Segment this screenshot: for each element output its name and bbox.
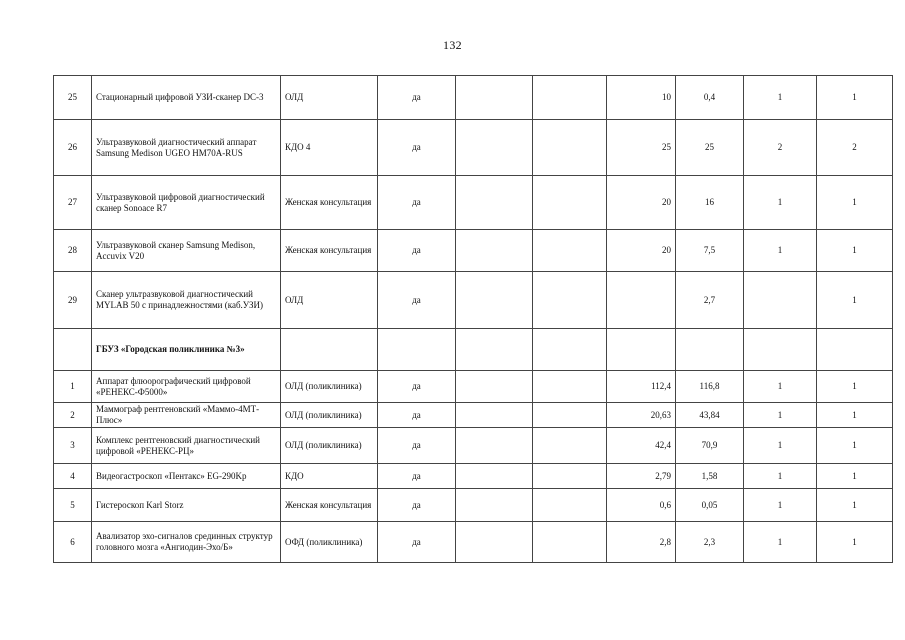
availability: да [378, 176, 456, 230]
row-number: 29 [54, 272, 92, 329]
equipment-name: Маммограф рентгеновский «Маммо-4МТ-Плюс» [92, 403, 281, 428]
value-4: 1 [817, 272, 893, 329]
empty-cell [533, 489, 607, 522]
table-body-lower [54, 371, 893, 563]
table-row [54, 403, 893, 428]
section-empty-cell [676, 329, 744, 371]
value-3: 1 [744, 464, 817, 489]
value-2: 25 [676, 120, 744, 176]
empty-cell [456, 120, 533, 176]
value-2: 7,5 [676, 230, 744, 272]
row-number: 3 [54, 428, 92, 464]
equipment-name: Ультразвуковой диагностический аппарат Samsung Medison UGEO HM70A-RUS [92, 120, 281, 176]
empty-cell [533, 464, 607, 489]
value-4: 2 [817, 120, 893, 176]
value-1: 42,4 [607, 428, 676, 464]
row-number: 2 [54, 403, 92, 428]
table-row [54, 272, 893, 329]
section-header [54, 329, 893, 371]
value-3: 1 [744, 428, 817, 464]
table-row [54, 120, 893, 176]
department: Женская консультация [281, 176, 378, 230]
empty-cell [456, 428, 533, 464]
empty-cell [533, 230, 607, 272]
availability: да [378, 230, 456, 272]
row-number: 4 [54, 464, 92, 489]
value-4: 1 [817, 428, 893, 464]
section-empty-cell [817, 329, 893, 371]
equipment-name: Видеогастроскоп «Пентакс» EG-290Kp [92, 464, 281, 489]
equipment-name: Гистероскоп Karl Storz [92, 489, 281, 522]
equipment-name: Авализатор эхо-сигналов срединных структур головного мозга «Ангиодин-Эхо/Б» [92, 522, 281, 563]
empty-cell [456, 403, 533, 428]
row-number: 5 [54, 489, 92, 522]
availability: да [378, 489, 456, 522]
page-number: 132 [443, 38, 462, 52]
row-number: 28 [54, 230, 92, 272]
empty-cell [533, 76, 607, 120]
equipment-table [53, 75, 893, 563]
value-3: 1 [744, 176, 817, 230]
empty-cell [533, 272, 607, 329]
value-1: 20,63 [607, 403, 676, 428]
empty-cell [456, 230, 533, 272]
value-3: 1 [744, 489, 817, 522]
value-2: 43,84 [676, 403, 744, 428]
availability: да [378, 403, 456, 428]
section-empty-cell [533, 329, 607, 371]
value-2: 0,4 [676, 76, 744, 120]
table-row [54, 176, 893, 230]
value-3: 1 [744, 230, 817, 272]
value-2: 1,58 [676, 464, 744, 489]
row-number: 6 [54, 522, 92, 563]
value-1 [607, 272, 676, 329]
value-2: 2,7 [676, 272, 744, 329]
value-4: 1 [817, 176, 893, 230]
table-body-upper [54, 76, 893, 329]
section-num-cell [54, 329, 92, 371]
table-row [54, 464, 893, 489]
empty-cell [456, 272, 533, 329]
equipment-name: Стационарный цифровой УЗИ-сканер DC-3 [92, 76, 281, 120]
row-number: 26 [54, 120, 92, 176]
value-2: 0,05 [676, 489, 744, 522]
section-empty-cell [378, 329, 456, 371]
value-3: 1 [744, 371, 817, 403]
availability: да [378, 522, 456, 563]
department: Женская консультация [281, 230, 378, 272]
value-1: 25 [607, 120, 676, 176]
equipment-name: Ультразвуковой цифровой диагностический сканер Sonoace R7 [92, 176, 281, 230]
row-number: 1 [54, 371, 92, 403]
value-1: 112,4 [607, 371, 676, 403]
table-row [54, 371, 893, 403]
value-1: 20 [607, 230, 676, 272]
row-number: 27 [54, 176, 92, 230]
department: ОЛД [281, 272, 378, 329]
availability: да [378, 371, 456, 403]
table-row [54, 76, 893, 120]
section-empty-cell [281, 329, 378, 371]
value-1: 2,8 [607, 522, 676, 563]
equipment-name: Комплекс рентгеновский диагностический цифровой «РЕНЕКС-РЦ» [92, 428, 281, 464]
empty-cell [456, 371, 533, 403]
empty-cell [456, 489, 533, 522]
availability: да [378, 272, 456, 329]
value-4: 1 [817, 371, 893, 403]
empty-cell [533, 403, 607, 428]
department: ОЛД (поликлиника) [281, 428, 378, 464]
equipment-name: Аппарат флюорографический цифровой «РЕНЕКС-Ф5000» [92, 371, 281, 403]
department: ОЛД (поликлиника) [281, 403, 378, 428]
empty-cell [456, 176, 533, 230]
empty-cell [533, 176, 607, 230]
row-number: 25 [54, 76, 92, 120]
section-empty-cell [456, 329, 533, 371]
empty-cell [533, 371, 607, 403]
equipment-name: Ультразвуковой сканер Samsung Medison, Accuvix V20 [92, 230, 281, 272]
value-4: 1 [817, 464, 893, 489]
department: Женская консультация [281, 489, 378, 522]
section-empty-cell [744, 329, 817, 371]
value-3: 1 [744, 522, 817, 563]
department: ОФД (поликлиника) [281, 522, 378, 563]
value-3 [744, 272, 817, 329]
department: КДО 4 [281, 120, 378, 176]
value-4: 1 [817, 76, 893, 120]
table-row [54, 428, 893, 464]
empty-cell [456, 522, 533, 563]
section-title: ГБУЗ «Городская поликлиника №3» [92, 329, 281, 371]
value-1: 20 [607, 176, 676, 230]
equipment-name: Сканер ультразвуковой диагностический MYLAB 50 с принадлежностями (каб.УЗИ) [92, 272, 281, 329]
value-2: 70,9 [676, 428, 744, 464]
value-1: 0,6 [607, 489, 676, 522]
availability: да [378, 428, 456, 464]
value-2: 16 [676, 176, 744, 230]
value-4: 1 [817, 230, 893, 272]
empty-cell [533, 428, 607, 464]
empty-cell [456, 464, 533, 489]
empty-cell [456, 76, 533, 120]
availability: да [378, 464, 456, 489]
value-1: 2,79 [607, 464, 676, 489]
table-row [54, 230, 893, 272]
table-row [54, 489, 893, 522]
section-empty-cell [607, 329, 676, 371]
value-3: 1 [744, 403, 817, 428]
section-row [54, 329, 893, 371]
value-4: 1 [817, 403, 893, 428]
availability: да [378, 76, 456, 120]
value-2: 2,3 [676, 522, 744, 563]
value-2: 116,8 [676, 371, 744, 403]
availability: да [378, 120, 456, 176]
value-4: 1 [817, 489, 893, 522]
department: КДО [281, 464, 378, 489]
value-3: 2 [744, 120, 817, 176]
empty-cell [533, 522, 607, 563]
value-4: 1 [817, 522, 893, 563]
value-1: 10 [607, 76, 676, 120]
department: ОЛД [281, 76, 378, 120]
table-row [54, 522, 893, 563]
empty-cell [533, 120, 607, 176]
value-3: 1 [744, 76, 817, 120]
department: ОЛД (поликлиника) [281, 371, 378, 403]
